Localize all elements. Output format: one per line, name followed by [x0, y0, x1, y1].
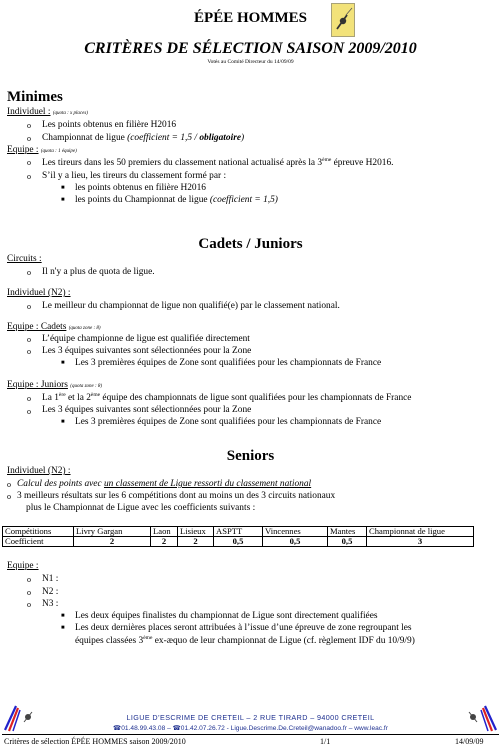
footer-contacts: ☎01.48.99.43.08 – ☎01.42.07.26.72 - Ligue.Descrime.De.Creteil@wanadoo.fr – www.leac.fr	[113, 725, 388, 732]
bullet-o: o	[27, 335, 31, 344]
seniors-n1: N1 :	[42, 574, 59, 584]
seniors-heading: Seniors	[226, 448, 275, 464]
bullet-o: o	[27, 394, 31, 403]
table-cell: 0,5	[214, 537, 263, 547]
bullet-o: o	[27, 172, 31, 181]
footer-page-number: 1/1	[320, 737, 331, 746]
equipe-cadets-sub: Les 3 premières équipes de Zone sont qualifiées pour les championnats de France	[75, 358, 382, 368]
minimes-item-championnat: Championnat de ligue (coefficient = 1,5 / obligatoire)	[42, 133, 245, 143]
table-cell: 2	[178, 537, 214, 547]
table-header-cell: ASPTT	[214, 527, 263, 537]
bullet-square: ■	[61, 419, 65, 425]
bullet-o: o	[7, 480, 11, 489]
table-row	[3, 537, 474, 547]
seniors-equipe-label: Equipe :	[7, 561, 39, 571]
bullet-square: ■	[61, 185, 65, 191]
table-header-cell: Lisieux	[178, 527, 214, 537]
bullet-o: o	[27, 134, 31, 143]
cadets-individuel-label: Individuel (N2) :	[7, 288, 71, 298]
seniors-equipe-sub1: Les deux équipes finalistes du championnat de Ligue sont directement qualifiées	[75, 611, 378, 621]
table-cell: 0,5	[328, 537, 367, 547]
bullet-o: o	[27, 158, 31, 167]
seniors-item2-line2: plus le Championnat de Ligue avec les coefficients suivants :	[26, 503, 256, 513]
equipe-juniors-label: Equipe : Juniors (quota zone : 8)	[7, 380, 103, 390]
seniors-n3: N3 :	[42, 599, 59, 609]
table-header-cell: Laon	[151, 527, 178, 537]
bullet-o: o	[27, 407, 31, 416]
minimes-equipe-item2: S’il y a lieu, les tireurs du classement formé par :	[42, 171, 227, 181]
bullet-o: o	[7, 492, 11, 501]
title-epee-hommes: ÉPÉE HOMMES	[194, 10, 307, 26]
seniors-equipe-sub2-line2: équipes classées 3ème ex-æquo de leur championnat de Ligue (cf. règlement IDF du 10/9/9)	[75, 635, 415, 647]
circuits-label: Circuits :	[7, 254, 42, 264]
table-header-cell: Vincennes	[263, 527, 328, 537]
minimes-item-points: Les points obtenus en filière H2016	[42, 120, 177, 130]
ffe-logo	[331, 3, 355, 37]
table-header-cell: Championnat de ligue	[367, 527, 474, 537]
equipe-juniors-sub: Les 3 premières équipes de Zone sont qualifiées pour les championnats de France	[75, 417, 382, 427]
table-cell: Coefficient	[3, 537, 74, 547]
minimes-equipe-sub1: les points obtenus en filière H2016	[75, 183, 206, 193]
coefficient-table	[2, 526, 474, 547]
bullet-square: ■	[61, 625, 65, 631]
bullet-square: ■	[61, 197, 65, 203]
minimes-equipe-sub2: les points du Championnat de ligue (coefficient = 1,5)	[75, 195, 278, 205]
bullet-o: o	[27, 347, 31, 356]
bullet-o: o	[27, 575, 31, 584]
bullet-o: o	[27, 302, 31, 311]
footer-ligue-address: LIGUE D’ESCRIME DE CRETEIL – 2 RUE TIRARD – 94000 CRETEIL	[126, 713, 375, 722]
footer-doc-title: Critères de sélection ÉPÉE HOMMES saison 2009/2010	[4, 737, 186, 746]
bullet-o: o	[27, 600, 31, 609]
table-header-cell: Livry Gargan	[74, 527, 151, 537]
table-header-cell: Mantes	[328, 527, 367, 537]
seniors-item1: Calcul des points avec un classement de Ligue ressorti du classement national	[17, 479, 312, 489]
table-header-row	[3, 527, 474, 537]
cadets-juniors-heading: Cadets / Juniors	[198, 236, 303, 252]
minimes-equipe-item1: Les tireurs dans les 50 premiers du classement national actualisé après la 3ème épreuve H2016.	[42, 157, 394, 169]
circuits-item: Il n'y a plus de quota de ligue.	[42, 267, 155, 277]
minimes-individuel-label: Individuel : (quota : x places)	[7, 107, 88, 117]
bullet-o: o	[27, 268, 31, 277]
table-header-cell: Compétitions	[3, 527, 74, 537]
equipe-cadets-item2: Les 3 équipes suivantes sont sélectionnées pour la Zone	[42, 346, 252, 356]
fencer-icon	[331, 3, 355, 37]
table-cell: 2	[151, 537, 178, 547]
votes-note: Votés au Comité Directeur du 14/09/09	[207, 59, 294, 65]
bullet-o: o	[27, 588, 31, 597]
footer-date: 14/09/09	[455, 737, 484, 746]
bullet-square: ■	[61, 360, 65, 366]
equipe-juniors-item2: Les 3 équipes suivantes sont sélectionnées pour la Zone	[42, 405, 252, 415]
bullet-square: ■	[61, 613, 65, 619]
equipe-cadets-label: Equipe : Cadets (quota zone : 8)	[7, 322, 101, 332]
seniors-individuel-label: Individuel (N2) :	[7, 466, 71, 476]
seniors-equipe-sub2-line1: Les deux dernières places seront attribuées à l’issue d’une épreuve de zone regroupant les	[75, 623, 412, 633]
bullet-o: o	[27, 121, 31, 130]
seniors-item2-line1: 3 meilleurs résultats sur les 6 compétitions dont au moins un des 3 circuits nationaux	[17, 491, 336, 501]
cadets-individuel-item: Le meilleur du championnat de ligue non qualifié(e) par le classement national.	[42, 301, 340, 311]
page-title: CRITÈRES DE SÉLECTION SAISON 2009/2010	[84, 40, 417, 57]
table-cell: 2	[74, 537, 151, 547]
seniors-n2: N2 :	[42, 587, 59, 597]
footer-divider	[2, 734, 499, 735]
minimes-heading: Minimes	[7, 89, 63, 105]
equipe-cadets-item1: L’équipe championne de ligue est qualifiée directement	[42, 334, 250, 344]
equipe-juniors-item1: La 1ère et la 2ème équipe des championnats de ligue sont qualifiées pour les championnats de France	[42, 392, 412, 404]
minimes-equipe-label: Equipe : (quota : 1 équipe)	[7, 145, 77, 155]
table-cell: 3	[367, 537, 474, 547]
table-cell: 0,5	[263, 537, 328, 547]
